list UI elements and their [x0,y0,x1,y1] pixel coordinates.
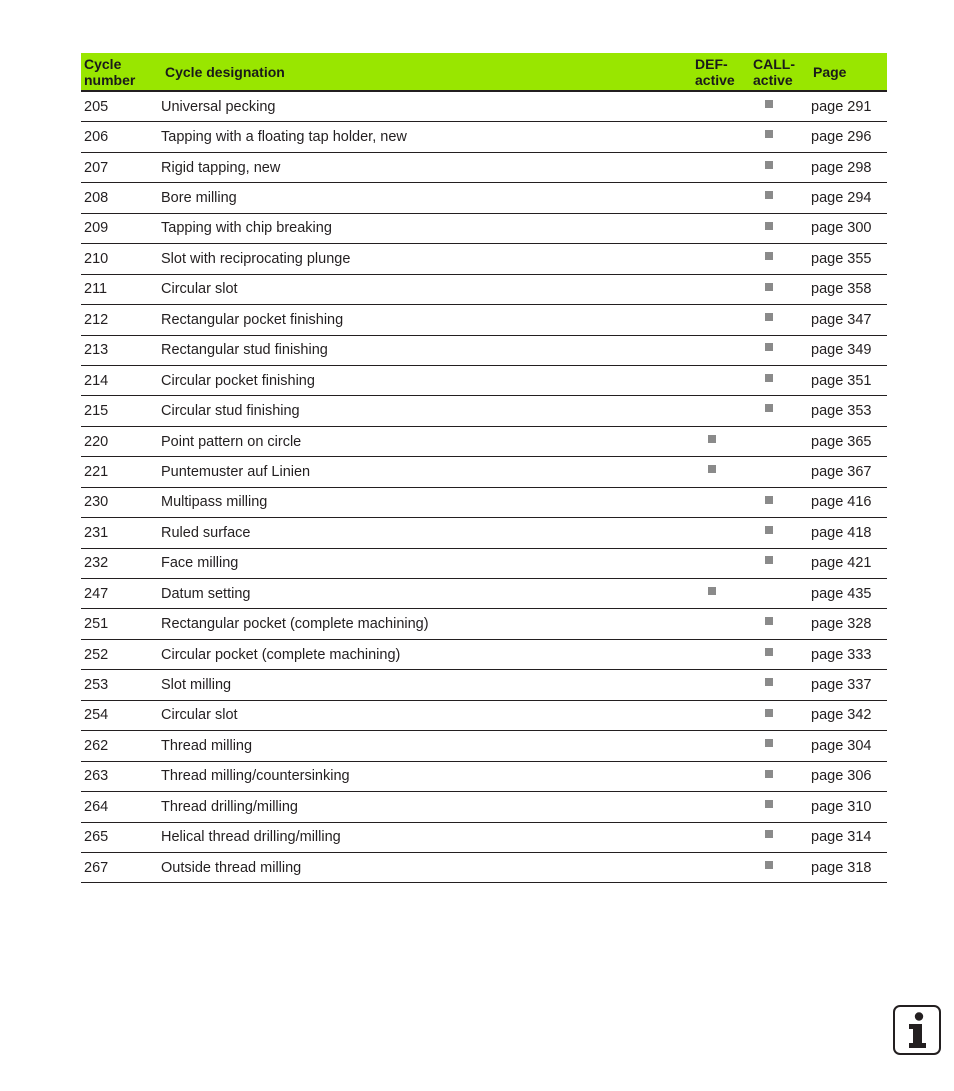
call-active-mark-icon [765,526,773,534]
call-active-cell [750,274,809,304]
call-active-cell [750,426,809,456]
call-active-mark-icon [765,252,773,260]
def-active-cell [692,579,750,609]
def-active-cell [692,244,750,274]
call-active-mark-icon [765,161,773,169]
cycle-number-cell: 221 [81,457,161,487]
table-row [81,426,887,456]
page-reference-link[interactable]: page 416 [809,487,887,517]
page-reference-link[interactable]: page 328 [809,609,887,639]
page-reference-link[interactable]: page 421 [809,548,887,578]
cycle-number-cell: 251 [81,609,161,639]
cycle-designation-cell: Thread milling/countersinking [161,761,692,791]
table-row [81,518,887,548]
call-active-mark-icon [765,709,773,717]
table-row [81,91,887,122]
call-active-cell [750,457,809,487]
call-active-cell [750,792,809,822]
cycle-designation-cell: Rectangular pocket (complete machining) [161,609,692,639]
cycle-designation-cell: Circular slot [161,274,692,304]
call-active-mark-icon [765,343,773,351]
def-active-cell [692,731,750,761]
call-active-cell [750,700,809,730]
header-def-active-line1: DEF- [695,55,728,72]
def-active-cell [692,518,750,548]
info-button[interactable] [893,1005,941,1055]
call-active-mark-icon [765,313,773,321]
call-active-cell [750,122,809,152]
cycle-designation-cell: Tapping with chip breaking [161,213,692,243]
def-active-cell [692,305,750,335]
call-active-mark-icon [765,191,773,199]
header-cycle-number [81,53,161,91]
call-active-mark-icon [765,556,773,564]
page-reference-link[interactable]: page 300 [809,213,887,243]
call-active-cell [750,761,809,791]
def-active-cell [692,426,750,456]
call-active-mark-icon [765,648,773,656]
call-active-cell [750,365,809,395]
page-reference-link[interactable]: page 298 [809,152,887,182]
cycle-number-cell: 265 [81,822,161,852]
cycle-number-cell: 211 [81,274,161,304]
call-active-mark-icon [765,770,773,778]
call-active-cell [750,396,809,426]
def-active-cell [692,548,750,578]
cycle-designation-cell: Rectangular stud finishing [161,335,692,365]
call-active-cell [750,670,809,700]
cycle-number-cell: 263 [81,761,161,791]
page-reference-link[interactable]: page 342 [809,700,887,730]
cycle-number-cell: 231 [81,518,161,548]
header-cycle-number-line2: number [84,71,136,88]
cycle-designation-cell: Circular pocket finishing [161,365,692,395]
table-row [81,670,887,700]
table-row [81,731,887,761]
table-row [81,792,887,822]
header-page: Page [809,53,887,91]
cycle-designation-cell: Helical thread drilling/milling [161,822,692,852]
cycle-number-cell: 214 [81,365,161,395]
call-active-mark-icon [765,222,773,230]
def-active-cell [692,822,750,852]
table-row [81,365,887,395]
def-active-cell [692,792,750,822]
page-reference-link[interactable]: page 365 [809,426,887,456]
header-cycle-number-line1: Cycle [84,55,122,72]
table-row [81,396,887,426]
call-active-cell [750,213,809,243]
cycle-designation-cell: Outside thread milling [161,852,692,882]
cycle-designation-cell: Ruled surface [161,518,692,548]
info-icon [895,1007,939,1053]
call-active-cell [750,91,809,122]
page-reference-link[interactable]: page 310 [809,792,887,822]
page-reference-link[interactable]: page 314 [809,822,887,852]
header-call-active-line2: active [753,71,793,88]
cycle-number-cell: 207 [81,152,161,182]
cycle-designation-cell: Thread milling [161,731,692,761]
cycle-designation-cell: Thread drilling/milling [161,792,692,822]
call-active-mark-icon [765,283,773,291]
cycle-number-cell: 209 [81,213,161,243]
def-active-mark-icon [708,465,716,473]
cycle-number-cell: 220 [81,426,161,456]
page-reference-link[interactable]: page 358 [809,274,887,304]
table-row [81,548,887,578]
header-call-active-line1: CALL- [753,55,795,72]
def-active-mark-icon [708,435,716,443]
cycle-number-cell: 262 [81,731,161,761]
cycle-designation-cell: Tapping with a floating tap holder, new [161,122,692,152]
cycle-number-cell: 247 [81,579,161,609]
table-row [81,852,887,882]
cycle-number-cell: 232 [81,548,161,578]
call-active-mark-icon [765,861,773,869]
call-active-cell [750,822,809,852]
call-active-cell [750,335,809,365]
table-row [81,609,887,639]
page-reference-link[interactable]: page 296 [809,122,887,152]
def-active-cell [692,670,750,700]
cycle-designation-cell: Universal pecking [161,91,692,122]
cycle-number-cell: 267 [81,852,161,882]
page-reference-link[interactable]: page 435 [809,579,887,609]
cycle-overview-table [81,53,887,883]
cycle-designation-cell: Circular pocket (complete machining) [161,639,692,669]
def-active-cell [692,396,750,426]
cycle-number-cell: 215 [81,396,161,426]
cycle-number-cell: 230 [81,487,161,517]
def-active-cell [692,152,750,182]
cycle-designation-cell: Slot with reciprocating plunge [161,244,692,274]
cycle-number-cell: 213 [81,335,161,365]
call-active-mark-icon [765,404,773,412]
cycle-designation-cell: Point pattern on circle [161,426,692,456]
table-row [81,639,887,669]
cycle-designation-cell: Slot milling [161,670,692,700]
call-active-cell [750,305,809,335]
table-header-row [81,53,887,91]
table-row [81,700,887,730]
def-active-cell [692,457,750,487]
page-reference-link[interactable]: page 351 [809,365,887,395]
call-active-mark-icon [765,617,773,625]
def-active-cell [692,761,750,791]
def-active-cell [692,213,750,243]
cycle-designation-cell: Rectangular pocket finishing [161,305,692,335]
cycle-designation-cell: Circular stud finishing [161,396,692,426]
def-active-cell [692,274,750,304]
page-reference-link[interactable]: page 337 [809,670,887,700]
def-active-cell [692,487,750,517]
call-active-cell [750,609,809,639]
table-row [81,579,887,609]
header-call-active [750,53,809,91]
def-active-cell [692,365,750,395]
def-active-cell [692,700,750,730]
cycle-number-cell: 254 [81,700,161,730]
def-active-cell [692,122,750,152]
call-active-mark-icon [765,678,773,686]
call-active-cell [750,548,809,578]
call-active-mark-icon [765,800,773,808]
cycle-designation-cell: Rigid tapping, new [161,152,692,182]
page-reference-link[interactable]: page 318 [809,852,887,882]
page-reference-link[interactable]: page 294 [809,183,887,213]
call-active-mark-icon [765,739,773,747]
call-active-cell [750,152,809,182]
page-reference-link[interactable]: page 353 [809,396,887,426]
page-reference-link[interactable]: page 347 [809,305,887,335]
header-def-active-line2: active [695,71,735,88]
def-active-cell [692,852,750,882]
cycle-number-cell: 205 [81,91,161,122]
call-active-mark-icon [765,830,773,838]
table-row [81,122,887,152]
cycle-number-cell: 252 [81,639,161,669]
table-row [81,274,887,304]
page-reference-link[interactable]: page 418 [809,518,887,548]
cycle-number-cell: 208 [81,183,161,213]
cycle-designation-cell: Puntemuster auf Linien [161,457,692,487]
cycle-designation-cell: Multipass milling [161,487,692,517]
call-active-mark-icon [765,374,773,382]
cycle-number-cell: 210 [81,244,161,274]
call-active-cell [750,244,809,274]
table-body [81,91,887,883]
header-cycle-designation: Cycle designation [161,53,692,91]
call-active-cell [750,183,809,213]
table-row [81,822,887,852]
call-active-cell [750,852,809,882]
call-active-mark-icon [765,496,773,504]
page-reference-link[interactable]: page 304 [809,731,887,761]
cycle-number-cell: 206 [81,122,161,152]
call-active-mark-icon [765,130,773,138]
call-active-mark-icon [765,100,773,108]
cycle-number-cell: 212 [81,305,161,335]
table-row [81,244,887,274]
page-reference-link[interactable]: page 333 [809,639,887,669]
cycle-designation-cell: Face milling [161,548,692,578]
page-reference-link[interactable]: page 367 [809,457,887,487]
table-row [81,457,887,487]
call-active-cell [750,487,809,517]
table-row [81,305,887,335]
def-active-cell [692,609,750,639]
def-active-cell [692,335,750,365]
page-reference-link[interactable]: page 291 [809,91,887,122]
cycle-designation-cell: Datum setting [161,579,692,609]
cycle-number-cell: 253 [81,670,161,700]
def-active-cell [692,639,750,669]
def-active-mark-icon [708,587,716,595]
def-active-cell [692,91,750,122]
call-active-cell [750,579,809,609]
cycle-number-cell: 264 [81,792,161,822]
table-row [81,183,887,213]
call-active-cell [750,639,809,669]
page-reference-link[interactable]: page 355 [809,244,887,274]
page-reference-link[interactable]: page 349 [809,335,887,365]
def-active-cell [692,183,750,213]
page-reference-link[interactable]: page 306 [809,761,887,791]
table-row [81,335,887,365]
table-row [81,213,887,243]
call-active-cell [750,518,809,548]
table-row [81,761,887,791]
header-def-active [692,53,750,91]
cycle-designation-cell: Bore milling [161,183,692,213]
table-row [81,487,887,517]
cycle-designation-cell: Circular slot [161,700,692,730]
call-active-cell [750,731,809,761]
table-row [81,152,887,182]
